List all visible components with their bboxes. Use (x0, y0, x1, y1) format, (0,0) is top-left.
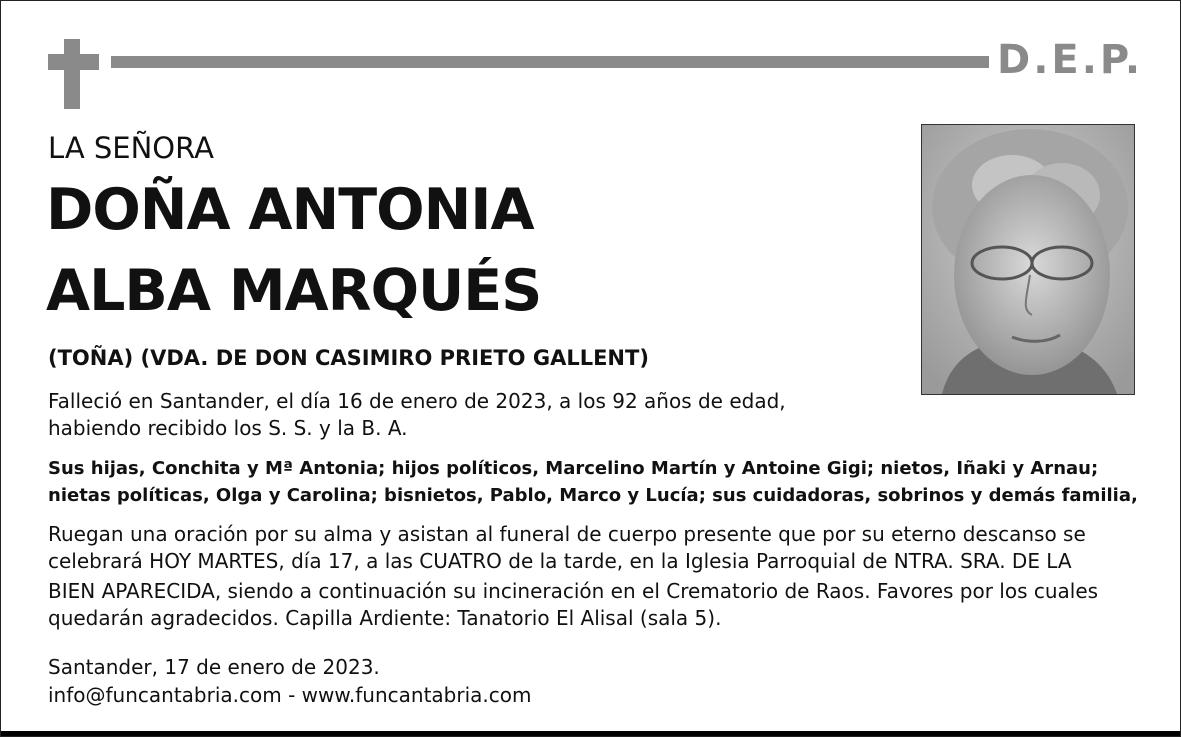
header-rule (111, 56, 989, 68)
nickname-widow-line: (TOÑA) (VDA. DE DON CASIMIRO PRIETO GALLENT) (48, 346, 649, 370)
intro-label: LA SEÑORA (48, 131, 214, 165)
funeral-line4: quedarán agradecidos. Capilla Ardiente: Tanatorio El Alisal (sala 5). (48, 606, 722, 630)
place-date: Santander, 17 de enero de 2023. (48, 655, 380, 679)
family-line2: nietas políticas, Olga y Carolina; bisnietos, Pablo, Marco y Lucía; sus cuidadoras, sobrinos y demás familia, (48, 485, 1138, 506)
funeral-line3: BIEN APARECIDA, siendo a continuación su incineración en el Crematorio de Raos. Favores por los cuales (48, 579, 1099, 603)
portrait-photo (921, 124, 1135, 395)
funeral-line1: Ruegan una oración por su alma y asistan al funeral de cuerpo presente que por su eterno descanso se (48, 522, 1086, 546)
cross-icon-horizontal (48, 54, 99, 70)
funeral-line2: celebrará HOY MARTES, día 17, a las CUATRO de la tarde, en la Iglesia Parroquial de NTRA. SRA. DE LA (48, 549, 1072, 573)
dep-label: D.E.P. (997, 37, 1144, 83)
death-notice-line2: habiendo recibido los S. S. y la B. A. (48, 416, 408, 440)
bottom-rule (1, 731, 1180, 736)
cross-icon-vertical (64, 39, 80, 109)
deceased-name-line2: ALBA MARQUÉS (46, 258, 542, 324)
contact-info: info@funcantabria.com - www.funcantabria.com (48, 683, 532, 707)
deceased-name-line1: DOÑA ANTONIA (46, 177, 534, 243)
family-line1: Sus hijas, Conchita y Mª Antonia; hijos políticos, Marcelino Martín y Antoine Gigi; nietos, Iñaki y Arnau; (48, 458, 1099, 479)
death-notice-line1: Falleció en Santander, el día 16 de enero de 2023, a los 92 años de edad, (48, 389, 786, 413)
